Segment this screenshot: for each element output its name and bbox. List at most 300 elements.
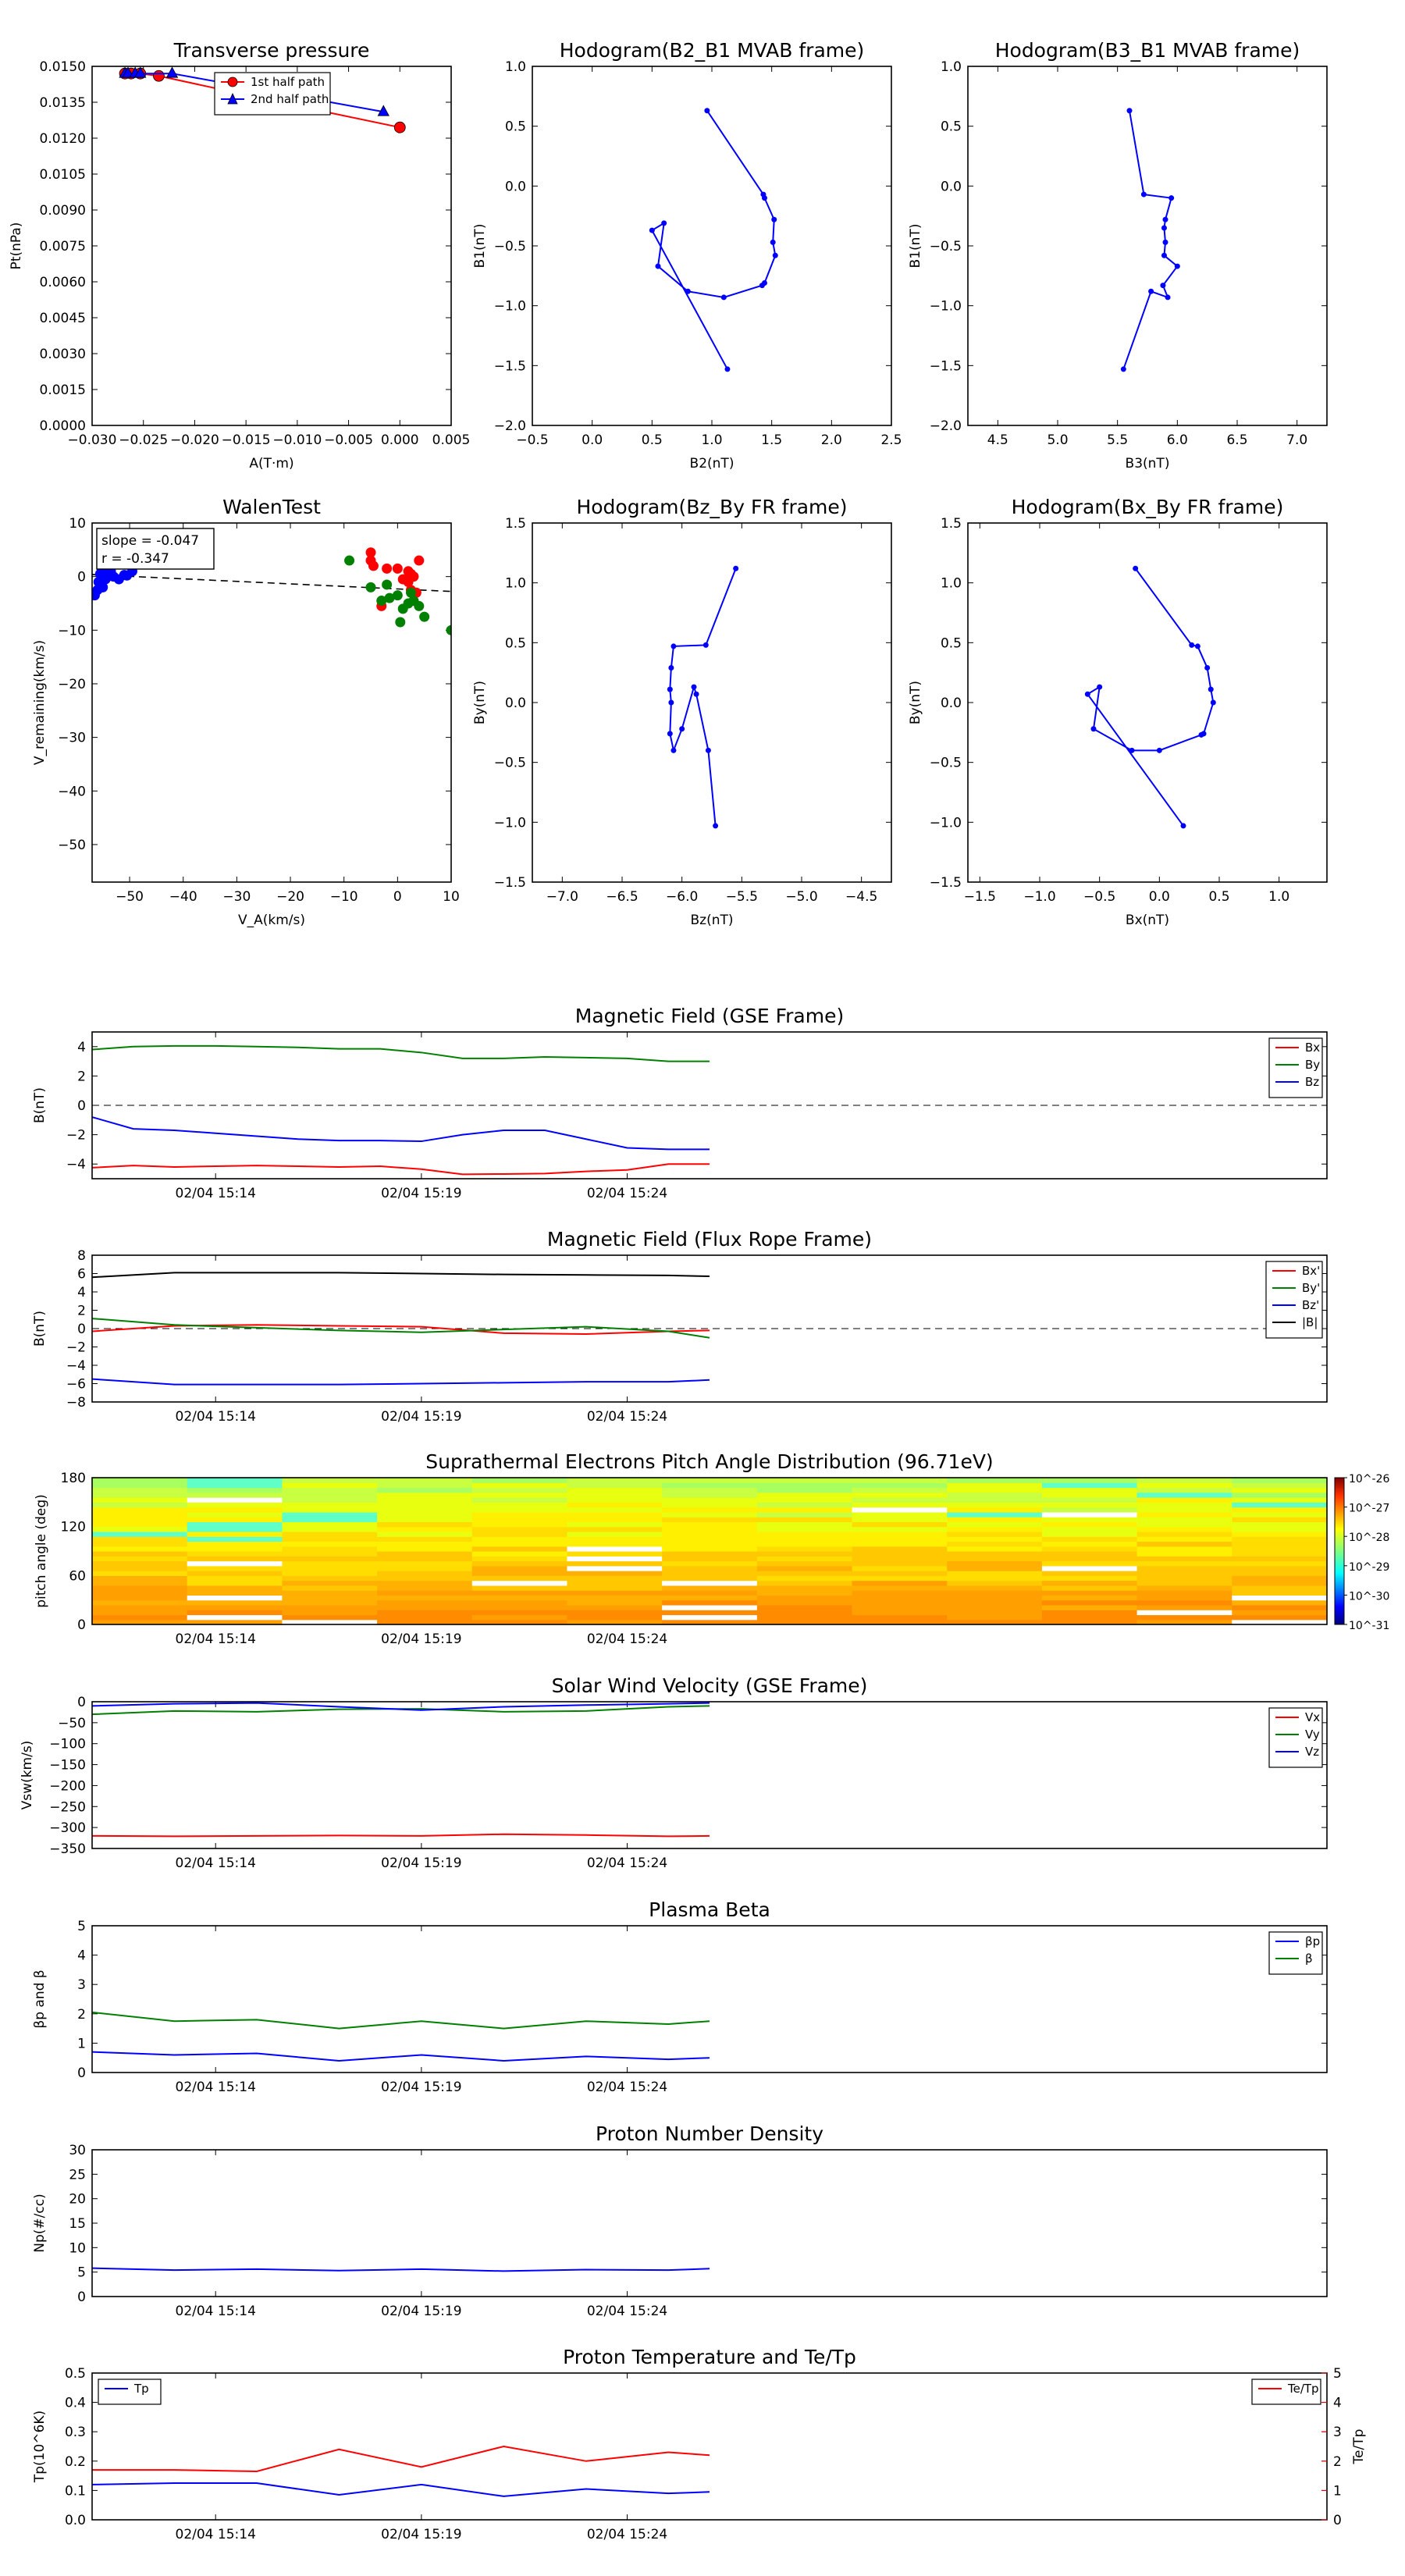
data-point (1127, 108, 1133, 113)
y-tick-label: 0.0015 (39, 382, 86, 398)
chart-title: Hodogram(B2_B1 MVAB frame) (559, 39, 865, 62)
y-tick-label: 0 (77, 569, 86, 585)
x-tick-label: 0.0 (1148, 889, 1170, 905)
data-point (1091, 726, 1097, 731)
x-tick-label: 02/04 15:19 (381, 1631, 462, 1647)
heatmap-cell (472, 1600, 567, 1606)
heatmap-cell (1137, 1614, 1232, 1620)
plot-frame (92, 1032, 1327, 1179)
plot-frame (92, 66, 451, 425)
heatmap-cell (662, 1546, 757, 1552)
heatmap-cell (662, 1610, 757, 1615)
y-tick-label: 0 (77, 2290, 86, 2305)
heatmap-cell (282, 1488, 377, 1493)
y-tick-label: 0.0045 (39, 311, 86, 326)
heatmap-cell (472, 1566, 567, 1571)
x-axis-label: B3(nT) (1125, 456, 1170, 471)
heatmap-cell (947, 1478, 1042, 1483)
x-tick-label: −1.5 (963, 889, 996, 905)
plot-frame (92, 523, 451, 882)
x-tick-label: 02/04 15:19 (381, 1409, 462, 1425)
y-tick-label: 0.0105 (39, 167, 86, 183)
heatmap-cell (1232, 1493, 1327, 1498)
x-tick-label: 0.005 (432, 432, 471, 448)
heatmap-cell (1042, 1614, 1137, 1620)
legend-label: By (1305, 1058, 1321, 1072)
heatmap-cell (1042, 1512, 1137, 1517)
heatmap-cell (187, 1561, 283, 1567)
annotation-slope: slope = -0.047 (101, 533, 200, 549)
colorbar (1335, 1478, 1344, 1624)
heatmap-cell (92, 1566, 187, 1571)
data-point (1204, 665, 1210, 671)
x-tick-label: −0.015 (221, 432, 271, 448)
heatmap-cell (377, 1556, 472, 1561)
heatmap-cell (377, 1502, 472, 1507)
heatmap-cell (852, 1561, 948, 1567)
heatmap-cell (282, 1527, 377, 1532)
heatmap-cell (472, 1571, 567, 1576)
heatmap-cell (662, 1527, 757, 1532)
heatmap-cell (92, 1614, 187, 1620)
y-axis-label: V_remaining(km/s) (32, 639, 48, 766)
x-tick-label: 5.5 (1107, 432, 1129, 448)
heatmap-cell (567, 1590, 662, 1596)
data-point (1160, 283, 1165, 288)
heatmap-cell (1137, 1610, 1232, 1615)
panel-vsw (20, 1674, 1327, 1871)
heatmap-cell (947, 1571, 1042, 1576)
heatmap-cell (1042, 1521, 1137, 1527)
y-tick-label: 1.0 (940, 59, 962, 75)
panel-mag_fr (32, 1228, 1327, 1425)
heatmap-cell (92, 1541, 187, 1546)
colorbar-tick-label: 10^-31 (1349, 1620, 1390, 1632)
heatmap-cell (947, 1517, 1042, 1522)
y-tick-label: −0.5 (493, 239, 526, 254)
heatmap-cell (92, 1581, 187, 1586)
y-tick-label: −0.5 (929, 755, 962, 771)
data-point (771, 217, 777, 222)
series-line (92, 1272, 710, 1277)
heatmap-cell (662, 1497, 757, 1503)
heatmap-cell (187, 1493, 283, 1498)
x-tick-label: 02/04 15:24 (586, 1409, 668, 1425)
y-tick-label: 0 (77, 1617, 86, 1633)
heatmap-cell (662, 1605, 757, 1610)
heatmap-cell (567, 1566, 662, 1571)
heatmap-cell (1137, 1502, 1232, 1507)
y-tick-label: 0.2 (64, 2453, 86, 2470)
heatmap-cell (92, 1532, 187, 1537)
heatmap-cell (1232, 1502, 1327, 1507)
colorbar-tick-label: 10^-26 (1349, 1473, 1390, 1485)
heatmap-cell (282, 1532, 377, 1537)
heatmap-cell (567, 1571, 662, 1576)
heatmap-cell (1042, 1478, 1137, 1483)
y-tick-label: 10 (69, 2240, 86, 2257)
data-point (762, 195, 767, 201)
panel-hodo3 (472, 496, 891, 928)
heatmap-cell (1042, 1571, 1137, 1576)
data-point (685, 289, 691, 294)
heatmap-cell (1137, 1478, 1232, 1483)
y-tick-label: −20 (58, 676, 86, 692)
heatmap-cell (757, 1561, 852, 1567)
heatmap-cell (1137, 1541, 1232, 1546)
heatmap-cell (567, 1488, 662, 1493)
heatmap-cell (92, 1610, 187, 1615)
y-right-tick-label: 1 (1333, 2483, 1342, 2500)
heatmap-cell (1137, 1521, 1232, 1527)
heatmap-cell (92, 1482, 187, 1488)
heatmap-cell (1042, 1517, 1137, 1522)
heatmap-cell (947, 1561, 1042, 1567)
heatmap-cell (567, 1605, 662, 1610)
y-tick-label: 1.0 (504, 575, 526, 592)
heatmap-cell (92, 1497, 187, 1503)
series-line (92, 1117, 710, 1149)
data-point (1133, 566, 1138, 571)
y-tick-label: −2.0 (929, 418, 962, 434)
heatmap-cell (947, 1507, 1042, 1513)
heatmap-cell (1137, 1512, 1232, 1517)
data-point (1181, 823, 1186, 828)
legend-label: |B| (1302, 1315, 1318, 1329)
heatmap-cell (852, 1507, 948, 1513)
y-tick-label: 60 (69, 1568, 86, 1585)
heatmap-cell (662, 1541, 757, 1546)
heatmap-cell (662, 1571, 757, 1576)
heatmap-cell (567, 1614, 662, 1620)
heatmap-cell (852, 1575, 948, 1581)
heatmap-cell (472, 1546, 567, 1552)
x-tick-label: 7.0 (1286, 432, 1308, 448)
heatmap-cell (377, 1614, 472, 1620)
heatmap-cell (1042, 1482, 1137, 1488)
x-tick-label: 0 (393, 889, 402, 905)
heatmap-cell (662, 1488, 757, 1493)
x-tick-label: 02/04 15:24 (586, 2080, 668, 2095)
data-point (667, 687, 673, 692)
heatmap-cell (472, 1541, 567, 1546)
y-tick-label: −1.0 (493, 298, 526, 315)
heatmap-cell (852, 1517, 948, 1522)
data-point (1163, 240, 1168, 245)
panel-hodo1 (472, 39, 902, 471)
heatmap-cell (757, 1541, 852, 1546)
y-tick-label: 5 (77, 2265, 86, 2281)
heatmap-cell (947, 1590, 1042, 1596)
heatmap-cell (757, 1610, 852, 1615)
y-tick-label: −1.5 (929, 875, 962, 891)
y-tick-label: 2 (77, 1303, 86, 1319)
y-tick-label: 5 (77, 1919, 86, 1934)
heatmap-cell (852, 1482, 948, 1488)
heatmap-cell (187, 1551, 283, 1557)
chart-title: Hodogram(Bx_By FR frame) (1011, 496, 1284, 518)
x-tick-label: 10 (443, 889, 460, 905)
heatmap-cell (567, 1546, 662, 1552)
heatmap-cell (757, 1600, 852, 1606)
y-tick-label: −300 (49, 1820, 86, 1837)
y-tick-label: 0.0090 (39, 203, 86, 219)
heatmap-cell (377, 1566, 472, 1571)
heatmap-cell (1232, 1541, 1327, 1546)
heatmap-cell (947, 1585, 1042, 1591)
heatmap-cell (567, 1581, 662, 1586)
heatmap-cell (187, 1541, 283, 1546)
heatmap-cell (377, 1532, 472, 1537)
heatmap-cell (472, 1585, 567, 1591)
heatmap-cell (377, 1590, 472, 1596)
y-tick-label: −40 (58, 784, 86, 800)
heatmap-cell (92, 1585, 187, 1591)
heatmap-cell (282, 1502, 377, 1507)
heatmap-cell (1137, 1575, 1232, 1581)
heatmap-cell (662, 1493, 757, 1498)
data-point (721, 294, 727, 300)
heatmap-cell (567, 1551, 662, 1557)
heatmap-cell (757, 1482, 852, 1488)
y-tick-label: −30 (58, 730, 86, 746)
heatmap-cell (187, 1605, 283, 1610)
heatmap-cell (282, 1561, 377, 1567)
heatmap-cell (282, 1541, 377, 1546)
series-line (92, 1164, 710, 1174)
heatmap-cell (1042, 1527, 1137, 1532)
data-point (1165, 294, 1171, 300)
heatmap-cell (1137, 1517, 1232, 1522)
heatmap-cell (377, 1527, 472, 1532)
heatmap-cell (757, 1532, 852, 1537)
x-tick-label: −6.5 (606, 889, 638, 905)
heatmap-cell (1232, 1575, 1327, 1581)
heatmap-cell (852, 1512, 948, 1517)
series-line (92, 2012, 710, 2029)
x-tick-label: 02/04 15:19 (381, 2527, 462, 2542)
heatmap-cell (92, 1575, 187, 1581)
heatmap-cell (1232, 1512, 1327, 1517)
x-tick-label: 0.000 (380, 432, 419, 448)
y-right-tick-label: 4 (1333, 2395, 1342, 2411)
heatmap-cell (852, 1566, 948, 1571)
heatmap-cell (1232, 1600, 1327, 1606)
x-tick-label: 02/04 15:24 (586, 2304, 668, 2319)
heatmap-cell (377, 1571, 472, 1576)
data-point (724, 366, 730, 372)
y-tick-label: 1 (77, 2036, 86, 2052)
heatmap-cell (947, 1566, 1042, 1571)
heatmap-cell (377, 1595, 472, 1600)
heatmap-cell (567, 1575, 662, 1581)
data-point (704, 108, 710, 113)
y-tick-label: 0.1 (64, 2483, 86, 2500)
y-axis-label: βp and β (32, 1969, 48, 2029)
legend-label: Tp (134, 2382, 149, 2396)
legend-label: βp (1305, 1934, 1321, 1948)
scatter-point (414, 556, 424, 566)
heatmap-cell (472, 1497, 567, 1503)
heatmap-cell (947, 1493, 1042, 1498)
heatmap-cell (472, 1507, 567, 1513)
y-tick-label: 0.0135 (39, 95, 86, 111)
colorbar-tick-label: 10^-29 (1349, 1560, 1390, 1574)
heatmap-cell (852, 1585, 948, 1591)
heatmap-cell (377, 1585, 472, 1591)
data-point (1097, 685, 1102, 690)
heatmap-cell (852, 1493, 948, 1498)
heatmap-cell (282, 1517, 377, 1522)
heatmap-cell (377, 1478, 472, 1483)
x-tick-label: −10 (329, 889, 358, 905)
x-tick-label: −0.5 (516, 432, 549, 448)
legend-label: Bz' (1302, 1298, 1320, 1312)
plot-frame (92, 2373, 1327, 2520)
heatmap-cell (472, 1561, 567, 1567)
chart-title: Hodogram(B3_B1 MVAB frame) (994, 39, 1300, 62)
heatmap-cell (187, 1600, 283, 1606)
x-tick-label: −0.5 (1083, 889, 1116, 905)
x-axis-label: A(T·m) (249, 456, 294, 471)
heatmap-cell (377, 1561, 472, 1567)
data-point (1195, 643, 1200, 649)
heatmap-cell (1232, 1527, 1327, 1532)
plot-frame (968, 66, 1327, 425)
heatmap-cell (662, 1595, 757, 1600)
heatmap-cell (1042, 1551, 1137, 1557)
scatter-point (414, 601, 424, 611)
heatmap-cell (377, 1493, 472, 1498)
heatmap-cell (1042, 1536, 1137, 1542)
data-point (773, 253, 778, 258)
heatmap-cell (852, 1488, 948, 1493)
heatmap-cell (852, 1502, 948, 1507)
series-line (92, 2052, 710, 2061)
y-tick-label: 0.0150 (39, 59, 86, 75)
hodogram-path (652, 111, 775, 369)
heatmap-cell (1137, 1488, 1232, 1493)
heatmap-cell (662, 1551, 757, 1557)
chart-title: Proton Temperature and Te/Tp (563, 2346, 856, 2368)
x-tick-label: −6.0 (666, 889, 699, 905)
heatmap-cell (92, 1507, 187, 1513)
y-tick-label: −4 (66, 1157, 86, 1173)
data-point (1141, 192, 1147, 197)
heatmap-cell (1232, 1590, 1327, 1596)
heatmap-cell (92, 1600, 187, 1606)
heatmap-cell (1232, 1614, 1327, 1620)
heatmap-cell (1042, 1532, 1137, 1537)
heatmap-cell (1137, 1590, 1232, 1596)
x-tick-label: 5.0 (1047, 432, 1069, 448)
y-tick-label: −1.5 (493, 875, 526, 891)
y-tick-label: −1.5 (929, 358, 962, 375)
y-tick-label: −100 (49, 1736, 86, 1752)
chart-title: Proton Number Density (596, 2122, 823, 2145)
heatmap-cell (1232, 1517, 1327, 1522)
y-tick-label: 0 (77, 1695, 86, 1710)
data-point (733, 566, 738, 571)
heatmap-cell (567, 1585, 662, 1591)
x-axis-label: Bz(nT) (690, 913, 734, 928)
heatmap-cell (92, 1488, 187, 1493)
heatmap-cell (187, 1482, 283, 1488)
series-line (92, 1046, 710, 1062)
heatmap-cell (1042, 1502, 1137, 1507)
data-point (1129, 748, 1135, 753)
x-tick-label: 4.5 (987, 432, 1008, 448)
heatmap-cell (1042, 1493, 1137, 1498)
x-tick-label: −0.020 (169, 432, 219, 448)
heatmap-cell (947, 1605, 1042, 1610)
heatmap-cell (282, 1556, 377, 1561)
y-tick-label: 0.0 (504, 179, 526, 195)
x-tick-label: 02/04 15:14 (175, 1856, 256, 1871)
x-tick-label: 02/04 15:14 (175, 1186, 256, 1201)
heatmap-cell (567, 1497, 662, 1503)
y-tick-label: 0.0060 (39, 275, 86, 290)
y-axis-label: By(nT) (908, 680, 923, 725)
y-tick-label: 0 (77, 2065, 86, 2081)
data-point (1157, 748, 1162, 753)
heatmap-cell (852, 1532, 948, 1537)
data-point (1161, 253, 1167, 258)
heatmap-cell (852, 1541, 948, 1546)
heatmap-cell (662, 1614, 757, 1620)
y-tick-label: 0.4 (64, 2395, 86, 2411)
series-line (92, 1379, 710, 1385)
heatmap-cell (852, 1527, 948, 1532)
heatmap-cell (947, 1502, 1042, 1507)
scatter-point (344, 556, 354, 566)
heatmap-cell (662, 1585, 757, 1591)
x-tick-label: 02/04 15:24 (586, 1856, 668, 1871)
heatmap-cell (662, 1478, 757, 1483)
heatmap-cell (92, 1502, 187, 1507)
heatmap-cell (757, 1536, 852, 1542)
x-tick-label: 02/04 15:19 (381, 1186, 462, 1201)
data-point (1199, 732, 1204, 738)
data-point (1208, 687, 1214, 692)
data-point (1189, 642, 1194, 648)
heatmap-cell (757, 1512, 852, 1517)
heatmap-cell (1042, 1507, 1137, 1513)
y-tick-label: 1.5 (940, 516, 962, 532)
heatmap-cell (1232, 1605, 1327, 1610)
heatmap-cell (282, 1512, 377, 1517)
heatmap-cell (187, 1521, 283, 1527)
x-tick-label: 02/04 15:24 (586, 1631, 668, 1647)
heatmap-cell (757, 1556, 852, 1561)
x-tick-label: 2.0 (820, 432, 842, 448)
heatmap-cell (1232, 1507, 1327, 1513)
y-tick-label: −50 (58, 837, 86, 853)
y-tick-label: 4 (77, 1948, 86, 1964)
heatmap-cell (472, 1551, 567, 1557)
heatmap-cell (282, 1590, 377, 1596)
heatmap-cell (472, 1575, 567, 1581)
series-line (92, 1834, 710, 1837)
heatmap-cell (757, 1551, 852, 1557)
data-point (1121, 366, 1126, 372)
heatmap-cell (1042, 1610, 1137, 1615)
y-tick-label: −2.0 (493, 418, 526, 434)
y-tick-label: −2 (66, 1127, 86, 1144)
heatmap-cell (1232, 1478, 1327, 1483)
heatmap-cell (947, 1575, 1042, 1581)
x-tick-label: −0.010 (272, 432, 322, 448)
